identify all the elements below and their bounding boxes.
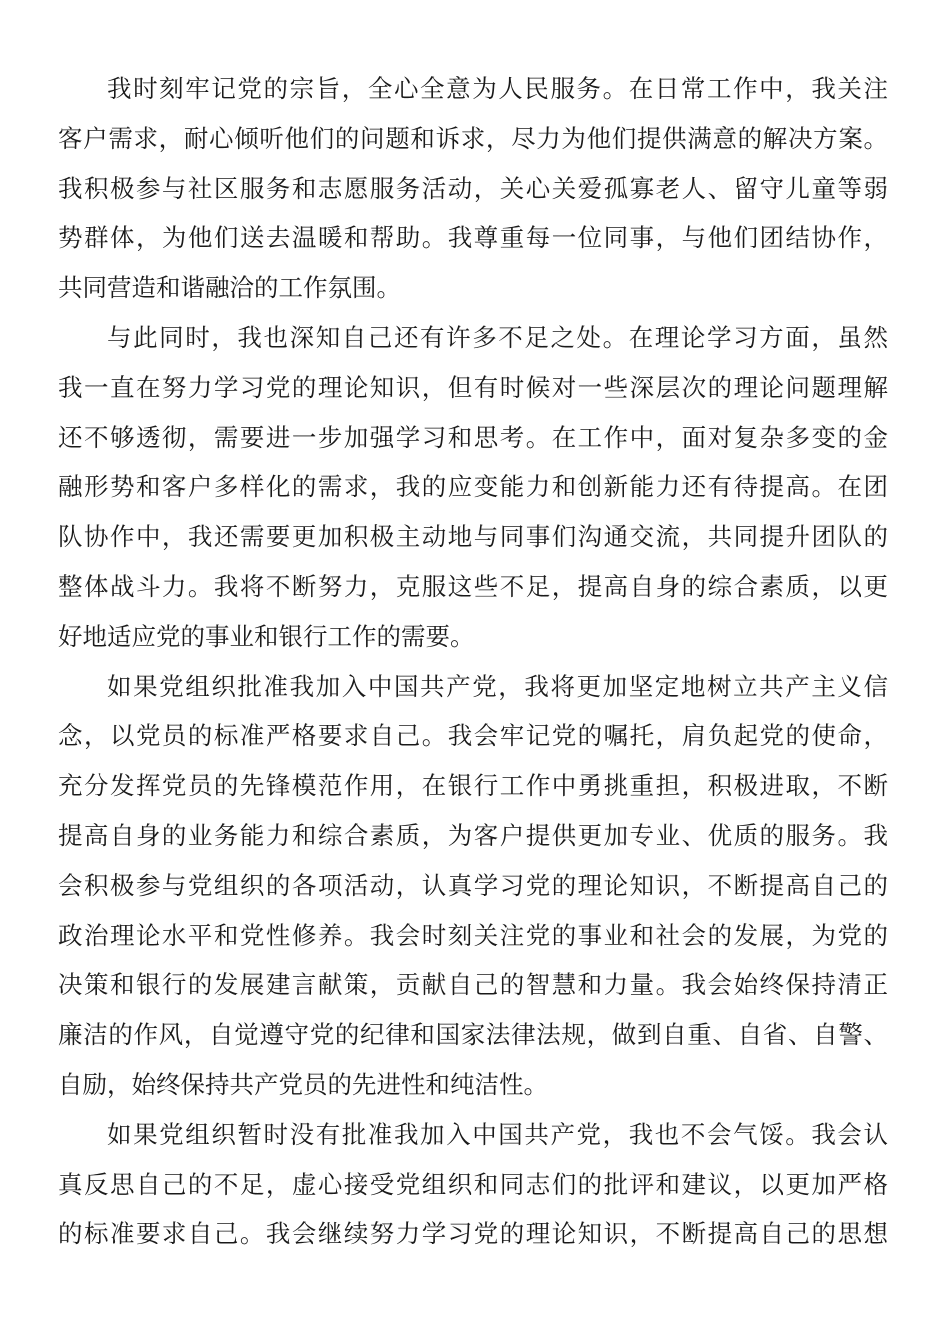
paragraph-1 xyxy=(58,64,888,313)
document-page xyxy=(58,64,888,1259)
text-line: 会积极参与党组织的各项活动，认真学习党的理论知识，不断提高自己的 xyxy=(58,870,888,900)
paragraph-2 xyxy=(58,313,888,662)
text-line: 融形势和客户多样化的需求，我的应变能力和创新能力还有待提高。在团 xyxy=(58,472,888,502)
text-line: 廉洁的作风，自觉遵守党的纪律和国家法律法规，做到自重、自省、自警、 xyxy=(58,1020,888,1050)
text-line: 提高自身的业务能力和综合素质，为客户提供更加专业、优质的服务。我 xyxy=(58,820,888,850)
text-line: 如果党组织暂时没有批准我加入中国共产党，我也不会气馁。我会认 xyxy=(107,1119,888,1149)
text-line: 势群体，为他们送去温暖和帮助。我尊重每一位同事，与他们团结协作， xyxy=(58,223,888,253)
text-line: 共同营造和谐融洽的工作氛围。 xyxy=(58,273,401,303)
text-line: 我时刻牢记党的宗旨，全心全意为人民服务。在日常工作中，我关注 xyxy=(107,74,888,103)
text-line: 好地适应党的事业和银行工作的需要。 xyxy=(58,621,475,651)
paragraph-4 xyxy=(58,1110,888,1259)
text-line: 决策和银行的发展建言献策，贡献自己的智慧和力量。我会始终保持清正 xyxy=(58,970,888,1000)
text-line: 念，以党员的标准严格要求自己。我会牢记党的嘱托，肩负起党的使命， xyxy=(58,721,888,751)
text-line: 自励，始终保持共产党员的先进性和纯洁性。 xyxy=(58,1069,548,1099)
paragraph-3 xyxy=(58,662,888,1110)
text-line: 还不够透彻，需要进一步加强学习和思考。在工作中，面对复杂多变的金 xyxy=(58,422,888,452)
text-line: 我一直在努力学习党的理论知识，但有时候对一些深层次的理论问题理解 xyxy=(58,372,888,402)
text-line: 我积极参与社区服务和志愿服务活动，关心关爱孤寡老人、留守儿童等弱 xyxy=(58,173,888,203)
text-line: 的标准要求自己。我会继续努力学习党的理论知识，不断提高自己的思想 xyxy=(58,1219,888,1249)
text-line: 队协作中，我还需要更加积极主动地与同事们沟通交流，共同提升团队的 xyxy=(58,522,888,552)
text-line: 整体战斗力。我将不断努力，克服这些不足，提高自身的综合素质，以更 xyxy=(58,571,888,601)
text-line: 充分发挥党员的先锋模范作用，在银行工作中勇挑重担，积极进取，不断 xyxy=(58,771,888,801)
text-line: 如果党组织批准我加入中国共产党，我将更加坚定地树立共产主义信 xyxy=(107,671,888,701)
text-line: 政治理论水平和党性修养。我会时刻关注党的事业和社会的发展，为党的 xyxy=(58,920,888,950)
text-line: 客户需求，耐心倾听他们的问题和诉求，尽力为他们提供满意的解决方案。 xyxy=(58,123,888,153)
text-line: 与此同时，我也深知自己还有许多不足之处。在理论学习方面，虽然 xyxy=(107,322,888,352)
text-line: 真反思自己的不足，虚心接受党组织和同志们的批评和建议，以更加严格 xyxy=(58,1169,888,1199)
